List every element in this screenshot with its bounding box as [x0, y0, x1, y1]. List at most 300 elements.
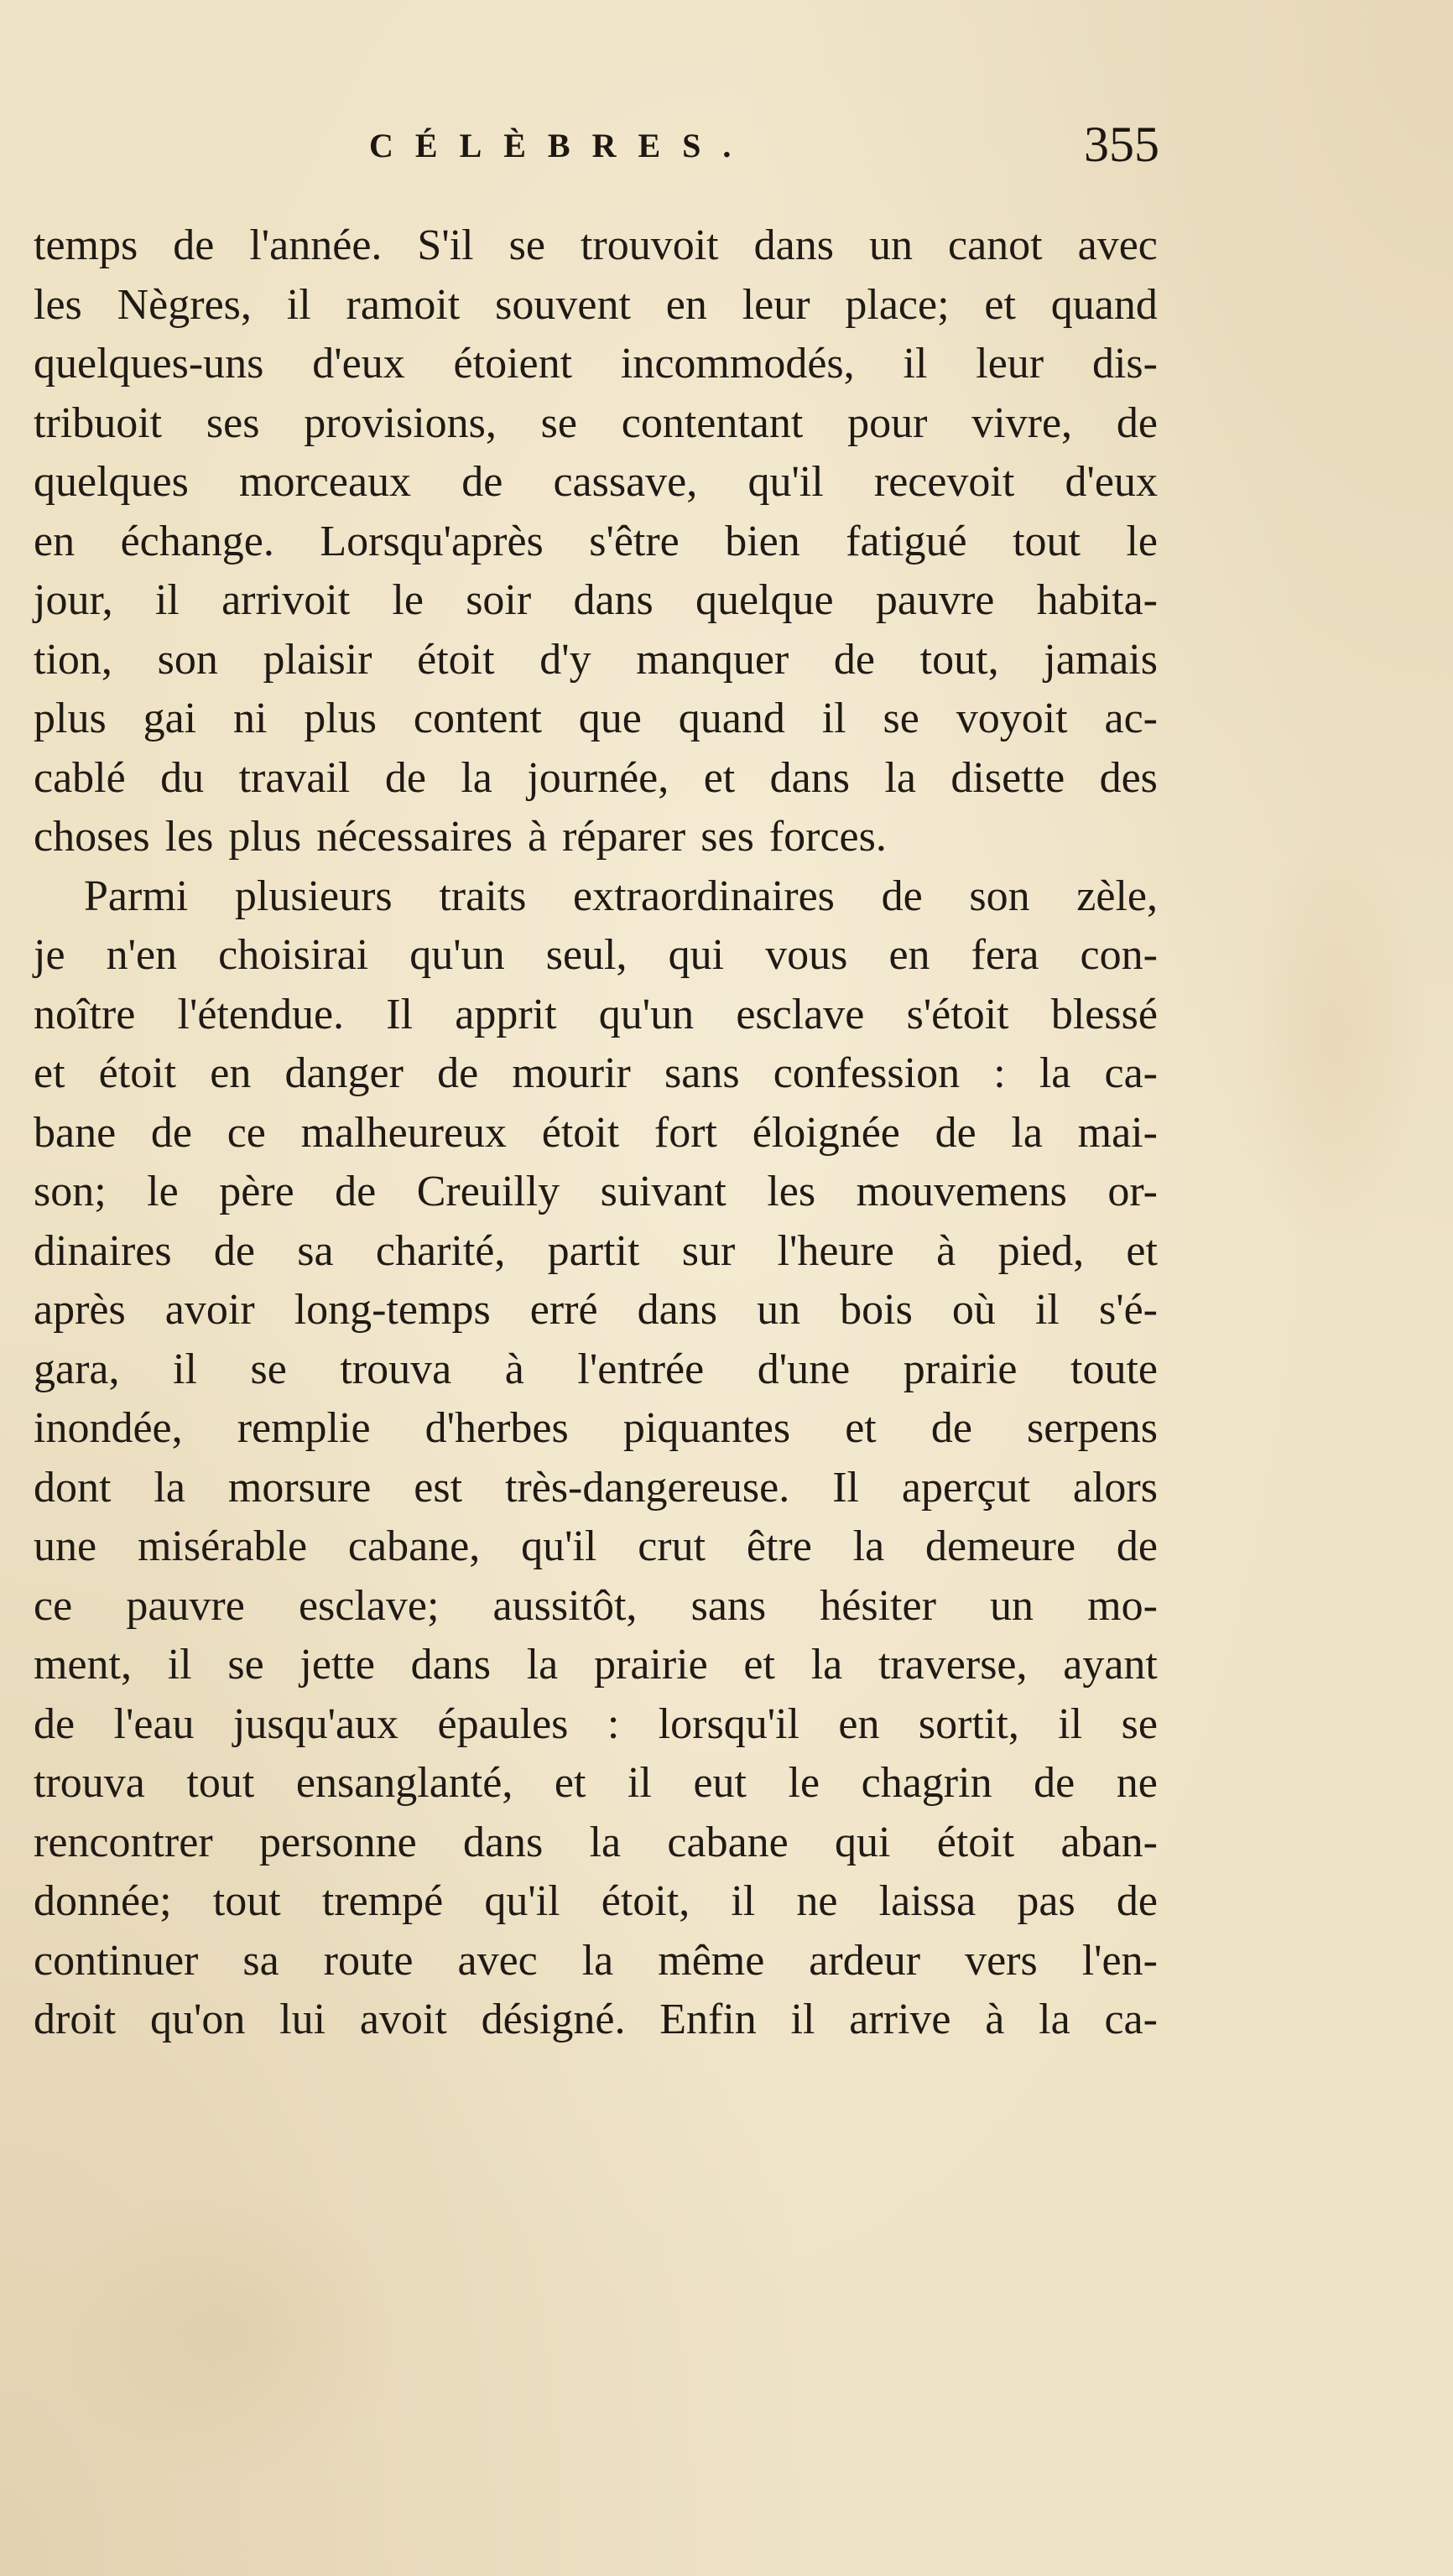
word: content	[413, 695, 542, 742]
word: il	[821, 695, 846, 742]
word: en	[210, 1049, 252, 1097]
word: son	[969, 872, 1030, 920]
word: et	[703, 753, 736, 802]
word: se	[508, 221, 545, 269]
word: canot	[948, 221, 1043, 269]
word: à	[504, 1345, 524, 1393]
word: temps	[34, 221, 138, 269]
paper-stain	[50, 2181, 403, 2483]
word: piquantes	[622, 1404, 791, 1452]
word: danger	[284, 1049, 404, 1097]
text-line	[34, 1754, 1158, 1814]
word: erré	[529, 1286, 598, 1334]
text-line	[34, 1281, 1158, 1340]
word: se	[227, 1641, 264, 1689]
text-line	[34, 216, 1158, 276]
word: tout	[186, 1759, 255, 1807]
word: arrivoit	[221, 576, 351, 624]
word: trouvoit	[580, 221, 719, 269]
word: étoit	[936, 1818, 1015, 1866]
word: la	[154, 1463, 185, 1512]
word: les	[767, 1168, 816, 1215]
word: il	[154, 576, 180, 624]
word: ca-	[1104, 1996, 1158, 2043]
word: mo-	[1087, 1581, 1158, 1630]
word: de	[461, 458, 503, 506]
page-number: 355	[1084, 117, 1159, 172]
word: plaisir	[263, 635, 372, 684]
word: d'y	[539, 635, 591, 684]
word: habita-	[1036, 576, 1158, 624]
word: cassave,	[553, 458, 698, 506]
word: la	[852, 1522, 885, 1570]
word: des	[1099, 753, 1158, 802]
word: les	[34, 280, 82, 329]
word: le	[1126, 517, 1158, 565]
word: de	[1116, 1522, 1158, 1570]
word: dis-	[1091, 340, 1158, 388]
body-text	[34, 216, 1158, 2050]
word: aban-	[1060, 1818, 1158, 1866]
word: morsure	[227, 1463, 372, 1512]
word: de	[384, 753, 426, 802]
word: de	[935, 1108, 976, 1157]
word: seul,	[545, 931, 628, 979]
word: de	[1034, 1759, 1075, 1807]
text-line	[34, 1932, 1158, 1991]
word: gara,	[34, 1345, 120, 1393]
word: l'année.	[249, 221, 383, 269]
word: à	[527, 813, 548, 861]
text-line	[34, 1222, 1158, 1282]
word: qu'il	[747, 458, 824, 506]
word: dans	[462, 1818, 544, 1866]
word: sa	[297, 1226, 334, 1275]
word: les	[164, 813, 214, 861]
word: son;	[34, 1168, 107, 1215]
word: con-	[1080, 931, 1158, 979]
word: remplie	[237, 1404, 371, 1452]
word: ni	[232, 695, 268, 742]
word: il	[286, 280, 311, 329]
word: sans	[664, 1049, 740, 1097]
word: de	[1116, 398, 1158, 447]
word: choses	[34, 813, 150, 861]
text-line	[34, 749, 1158, 809]
word: d'une	[757, 1345, 851, 1393]
word: dans	[573, 576, 654, 624]
word: serpens	[1027, 1404, 1158, 1452]
word: Nègres,	[117, 280, 252, 329]
word: leur	[976, 340, 1044, 388]
text-line	[34, 276, 1158, 336]
word: que	[578, 695, 642, 742]
word: qu'on	[150, 1996, 246, 2043]
word: il	[903, 340, 928, 388]
text-line	[34, 926, 1158, 986]
word: dans	[753, 221, 834, 269]
word: sa	[242, 1936, 279, 1985]
word: et	[845, 1404, 877, 1452]
paragraph	[34, 216, 1158, 867]
word: confession	[773, 1049, 961, 1097]
word: dont	[34, 1463, 112, 1512]
word: et	[554, 1759, 586, 1807]
word: père	[219, 1168, 294, 1215]
word: de	[437, 1049, 479, 1097]
word: disette	[950, 753, 1065, 802]
word: ardeur	[809, 1936, 921, 1985]
word: en	[888, 931, 930, 979]
word: il	[1034, 1286, 1060, 1334]
word: avoit	[359, 1996, 447, 2043]
word: travail	[238, 753, 351, 802]
word: extraordinaires	[573, 872, 835, 920]
running-head: CÉLÈBRES.	[369, 127, 753, 164]
word: ses	[700, 813, 754, 861]
word: la	[461, 753, 492, 802]
word: eut	[693, 1759, 747, 1807]
word: ment,	[34, 1641, 132, 1689]
word: de	[833, 635, 875, 684]
word: long-temps	[294, 1286, 491, 1334]
word: être	[746, 1522, 812, 1570]
word: étoit,	[601, 1877, 690, 1925]
word: leur	[742, 280, 810, 329]
text-line	[34, 1636, 1158, 1695]
word: aperçut	[901, 1463, 1030, 1512]
word: plus	[34, 695, 107, 742]
text-line	[34, 1163, 1158, 1222]
word: plus	[304, 695, 377, 742]
word: toute	[1070, 1345, 1158, 1393]
word: la	[1039, 1996, 1070, 2043]
word: incommodés,	[620, 340, 855, 388]
word: tout	[212, 1877, 281, 1925]
word: éloignée	[752, 1108, 900, 1157]
word: épaules	[437, 1699, 569, 1748]
word: pour	[847, 398, 928, 447]
word: avoir	[164, 1286, 255, 1334]
word: de	[881, 872, 923, 920]
word: nécessaires	[316, 813, 513, 861]
word: journée,	[527, 753, 669, 802]
word: personne	[258, 1818, 417, 1866]
word: esclave;	[298, 1581, 440, 1630]
text-line	[34, 690, 1158, 749]
word: charité,	[375, 1226, 506, 1275]
text-line	[34, 986, 1158, 1045]
word: se	[250, 1345, 287, 1393]
word: prairie	[903, 1345, 1018, 1393]
word: alors	[1072, 1463, 1158, 1512]
word: ensanglanté,	[295, 1759, 513, 1807]
word: qu'il	[484, 1877, 560, 1925]
word: lorsqu'il	[658, 1699, 799, 1748]
word: jusqu'aux	[232, 1699, 399, 1748]
text-line	[34, 808, 1158, 867]
word: s'étoit	[906, 990, 1009, 1038]
word: plusieurs	[234, 872, 393, 920]
word: continuer	[34, 1936, 199, 1985]
word: il	[1058, 1699, 1083, 1748]
word: Parmi	[84, 872, 189, 920]
word: il	[173, 1345, 197, 1393]
word: blessé	[1050, 990, 1158, 1038]
word: désigné.	[481, 1996, 626, 2043]
word: se	[540, 398, 577, 447]
word: contentant	[621, 398, 804, 447]
word: forces.	[768, 813, 887, 861]
text-line	[34, 1459, 1158, 1518]
word: trempé	[321, 1877, 444, 1925]
word: manquer	[636, 635, 789, 684]
word: tion,	[34, 635, 112, 684]
word: étoit	[417, 635, 495, 684]
word: le	[147, 1168, 179, 1215]
word: pauvre	[875, 576, 995, 624]
word: un	[990, 1581, 1034, 1630]
word: fort	[654, 1108, 717, 1157]
text-line	[34, 1104, 1158, 1163]
word: l'eau	[113, 1699, 195, 1748]
word: chagrin	[861, 1759, 992, 1807]
word: n'en	[106, 931, 178, 979]
word: place;	[845, 280, 950, 329]
word: le	[392, 576, 424, 624]
word: étoient	[453, 340, 573, 388]
word: tout,	[919, 635, 999, 684]
word: hésiter	[820, 1581, 936, 1630]
word: d'eux	[1065, 458, 1158, 506]
word: or-	[1107, 1168, 1158, 1215]
word: pauvre	[126, 1581, 245, 1630]
word: après	[34, 1286, 126, 1334]
word: traits	[439, 872, 527, 920]
word: en	[838, 1699, 880, 1748]
word: quelques	[34, 458, 189, 506]
word: une	[34, 1522, 97, 1570]
word: droit	[34, 1996, 117, 2043]
word: je	[34, 931, 65, 979]
text-line	[34, 1577, 1158, 1637]
word: ce	[34, 1581, 73, 1630]
word: voyoit	[956, 695, 1068, 742]
word: très-dangereuse.	[504, 1463, 790, 1512]
word: vous	[765, 931, 848, 979]
word: recevoit	[873, 458, 1015, 506]
word: jour,	[34, 576, 113, 624]
word: choisirai	[218, 931, 369, 979]
word: ne	[796, 1877, 838, 1925]
word: et	[743, 1641, 775, 1689]
word: de	[213, 1226, 255, 1275]
word: de	[150, 1108, 192, 1157]
word: trouva	[34, 1759, 145, 1807]
word: cablé	[34, 753, 126, 802]
text-line	[34, 1399, 1158, 1459]
word: dans	[637, 1286, 717, 1334]
word: Il	[386, 990, 414, 1038]
word: bois	[840, 1286, 913, 1334]
word: et	[1126, 1226, 1158, 1275]
word: la	[589, 1818, 622, 1866]
word: de	[930, 1404, 972, 1452]
word: sortit,	[918, 1699, 1019, 1748]
word: à	[936, 1226, 956, 1275]
word: jamais	[1044, 635, 1158, 684]
word: inondée,	[34, 1404, 183, 1452]
word: zèle,	[1076, 872, 1158, 920]
word: souvent	[495, 280, 631, 329]
word: d'herbes	[424, 1404, 569, 1452]
word: lui	[279, 1996, 326, 2043]
word: bien	[725, 517, 800, 565]
word: la	[581, 1936, 614, 1985]
word: jette	[299, 1641, 375, 1689]
word: quand	[678, 695, 785, 742]
word: la	[1039, 1049, 1071, 1097]
word: qui	[668, 931, 725, 979]
word: il	[167, 1641, 192, 1689]
word: la	[810, 1641, 843, 1689]
text-line	[34, 1991, 1158, 2050]
word: esclave	[736, 990, 865, 1038]
word: réparer	[562, 813, 686, 861]
word: en	[665, 280, 707, 329]
word: ce	[227, 1108, 266, 1157]
word: noître	[34, 990, 136, 1038]
word: ayant	[1063, 1641, 1158, 1689]
word: un	[869, 221, 913, 269]
text-line	[34, 335, 1158, 394]
word: il	[627, 1759, 652, 1807]
word: quelques-uns	[34, 340, 264, 388]
text-line	[34, 1872, 1158, 1932]
word: il	[731, 1877, 756, 1925]
word: provisions,	[304, 398, 497, 447]
word: cabane,	[347, 1522, 481, 1570]
word: donnée;	[34, 1877, 172, 1925]
word: Creuilly	[416, 1168, 560, 1215]
word: il	[790, 1996, 815, 2043]
word: dans	[410, 1641, 491, 1689]
word: gai	[143, 695, 197, 742]
word: plus	[228, 813, 302, 861]
word: Il	[832, 1463, 859, 1512]
word: demeure	[925, 1522, 1076, 1570]
word: rencontrer	[34, 1818, 213, 1866]
word: s'é-	[1098, 1286, 1158, 1334]
word: la	[884, 753, 916, 802]
paragraph	[34, 867, 1158, 2050]
word: :	[607, 1699, 620, 1748]
text-line	[34, 1044, 1158, 1104]
text-line	[34, 1814, 1158, 1873]
word: cabane	[667, 1818, 789, 1866]
word: du	[160, 753, 205, 802]
text-line	[34, 394, 1158, 454]
word: qu'un	[409, 931, 505, 979]
word: le	[788, 1759, 820, 1807]
word: apprit	[455, 990, 557, 1038]
word: route	[323, 1936, 414, 1985]
text-line	[34, 1517, 1158, 1577]
word: quand	[1050, 280, 1158, 329]
word: :	[993, 1049, 1006, 1097]
word: malheureux	[300, 1108, 508, 1157]
word: à	[985, 1996, 1005, 2043]
word: un	[757, 1286, 801, 1334]
word: d'eux	[312, 340, 405, 388]
word: ramoit	[346, 280, 461, 329]
text-line	[34, 1340, 1158, 1400]
word: tribuoit	[34, 398, 163, 447]
word: de	[335, 1168, 377, 1215]
word: partit	[547, 1226, 640, 1275]
word: ne	[1116, 1759, 1158, 1807]
paper-stain	[1242, 822, 1426, 1258]
word: se	[883, 695, 919, 742]
word: vivre,	[971, 398, 1073, 447]
word: qui	[835, 1818, 891, 1866]
word: qu'un	[598, 990, 695, 1038]
word: de	[173, 221, 215, 269]
word: vers	[965, 1936, 1038, 1985]
word: morceaux	[239, 458, 412, 506]
word: Enfin	[659, 1996, 757, 2043]
word: avec	[1077, 221, 1158, 269]
word: aussitôt,	[492, 1581, 638, 1630]
word: mourir	[512, 1049, 631, 1097]
word: S'il	[417, 221, 474, 269]
word: avec	[457, 1936, 538, 1985]
word: s'être	[589, 517, 680, 565]
word: où	[951, 1286, 996, 1334]
word: Lorsqu'après	[320, 517, 544, 565]
word: échange.	[120, 517, 274, 565]
word: suivant	[600, 1168, 726, 1215]
word: pas	[1017, 1877, 1075, 1925]
word: ses	[206, 398, 260, 447]
word: tout	[1013, 517, 1081, 565]
word: soir	[466, 576, 532, 624]
word: quelque	[695, 576, 834, 624]
word: arrive	[849, 1996, 951, 2043]
text-line	[34, 453, 1158, 513]
word: étoit	[98, 1049, 177, 1097]
word: étoit	[541, 1108, 620, 1157]
text-line	[34, 867, 1158, 927]
text-line	[34, 513, 1158, 572]
word: l'étendue.	[177, 990, 345, 1038]
word: crut	[638, 1522, 706, 1570]
word: et	[984, 280, 1016, 329]
word: mouvemens	[856, 1168, 1067, 1215]
word: prairie	[594, 1641, 708, 1689]
word: qu'il	[521, 1522, 597, 1570]
word: dans	[769, 753, 850, 802]
word: ac-	[1104, 695, 1158, 742]
text-line	[34, 631, 1158, 690]
word: et	[34, 1049, 65, 1097]
word: de	[34, 1699, 76, 1748]
word: ca-	[1104, 1049, 1158, 1097]
word: mai-	[1077, 1108, 1158, 1157]
word: pied,	[997, 1226, 1085, 1275]
word: bane	[34, 1108, 117, 1157]
word: son	[157, 635, 218, 684]
